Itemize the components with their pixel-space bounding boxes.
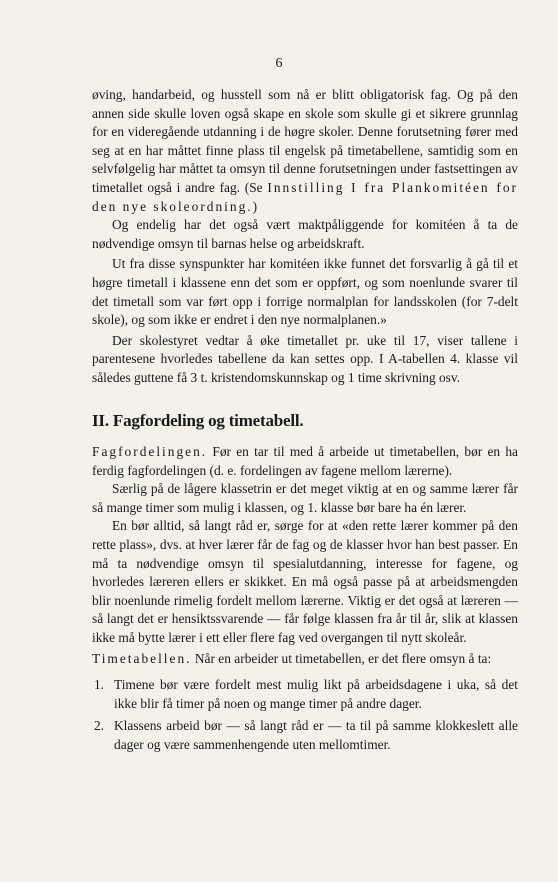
paragraph-3: Ut fra disse synspunkter har komitéen ikke funnet det forsvarlig å gå til et høgre timetall i klassene enn det som er oppført, og som noenlunde svarer til det timetall som var ført opp i forrige normalplan for landsskolen (for 7-delt skole), og som ikke er endret i den nye normalplanen.» xyxy=(92,256,518,328)
paragraph-2: Og endelig har det også vært maktpåliggende for komitéen å ta de nødvendige omsyn til barnas helse og arbeidskraft. xyxy=(92,217,518,251)
list-item-text: Timene bør være fordelt mest mulig likt på arbeidsdagene i uka, så det ikke blir få timer på noen og mange timer på andre dager. xyxy=(114,677,518,711)
spaced-reference: Innstilling I fra Plankomitéen for den nye skoleordning. xyxy=(92,179,518,214)
timetabell-paragraph: Timetabellen. Når en arbeider ut timetabellen, er det flere omsyn å ta: xyxy=(92,650,492,666)
list-item-text: Klassens arbeid bør — så langt råd er — ta til på samme klokkeslett alle dager og være sammenhengende uten mellomtimer. xyxy=(114,718,518,752)
timetabell-label: Timetabellen. xyxy=(92,650,192,666)
fagfordeling-label: Fagfordelingen. xyxy=(92,444,208,460)
list-item-number: 2. xyxy=(93,718,104,734)
list-item-number: 1. xyxy=(93,677,104,693)
considerations-list xyxy=(92,676,518,754)
section-paragraph-3: En bør alltid, så langt råd er, sørge for at «den rette lærer kommer på den rette plass», dvs. at hver lærer får de fag og de klasser hvor han best passer. En må ta nødvendige omsyn til spesialutdanning, interesse for fagene, og hvorledes læreren ellers er skikket. En må også passe på at arbeidsmengden blir noenlunde rimelig fordelt mellom lærerne. Viktig er det også at læreren — så langt det er hensiktssvarende — får følge klassen fra år til år, slik at klassen ikke må bytte lærer i ett eller flere fag ved overgangen til nytt skoleår. xyxy=(92,518,518,646)
section-heading: II. Fagfordeling og timetabell. xyxy=(92,410,304,430)
page-number: 6 xyxy=(275,56,283,71)
section-paragraph-2: Særlig på de lågere klassetrin er det meget viktig at en og samme lærer får så mange timer som mulig i klassen, og 1. klasse bør bare ha én lærer. xyxy=(92,481,518,515)
page-body xyxy=(92,86,518,759)
list-item xyxy=(92,676,518,713)
fagfordeling-paragraph: Fagfordelingen. Før en tar til med å arbeide ut timetabellen, bør en ha ferdig fagfordelingen (d. e. fordelingen av fagene mellom lærerne). xyxy=(92,444,518,478)
list-item xyxy=(92,717,518,754)
paragraph-4: Der skolestyret vedtar å øke timetallet pr. uke til 17, viser tallene i parentesene hvorledes tabellene da kan settes opp. I A-tabellen 4. klasse vil således guttene få 3 t. kristendomskunnskap og 1 time skrivning osv. xyxy=(92,332,518,385)
paragraph-1: øving, handarbeid, og husstell som nå er blitt obligatorisk fag. Og på den annen side skulle loven også skape en skole som skulle gi et sikrere grunnlag for en videregående utdanning i de høgre skoler. Denne forutsetning fører med seg at en har måttet finne plass til engelsk på timetabellene, samtidig som en selvfølgelig har måttet ta omsyn til denne forutsetningen under fastsettingen av timetallet også i andre fag. (Se Innstilling I fra Plankomitéen for den nye skoleordning.) xyxy=(92,87,518,214)
